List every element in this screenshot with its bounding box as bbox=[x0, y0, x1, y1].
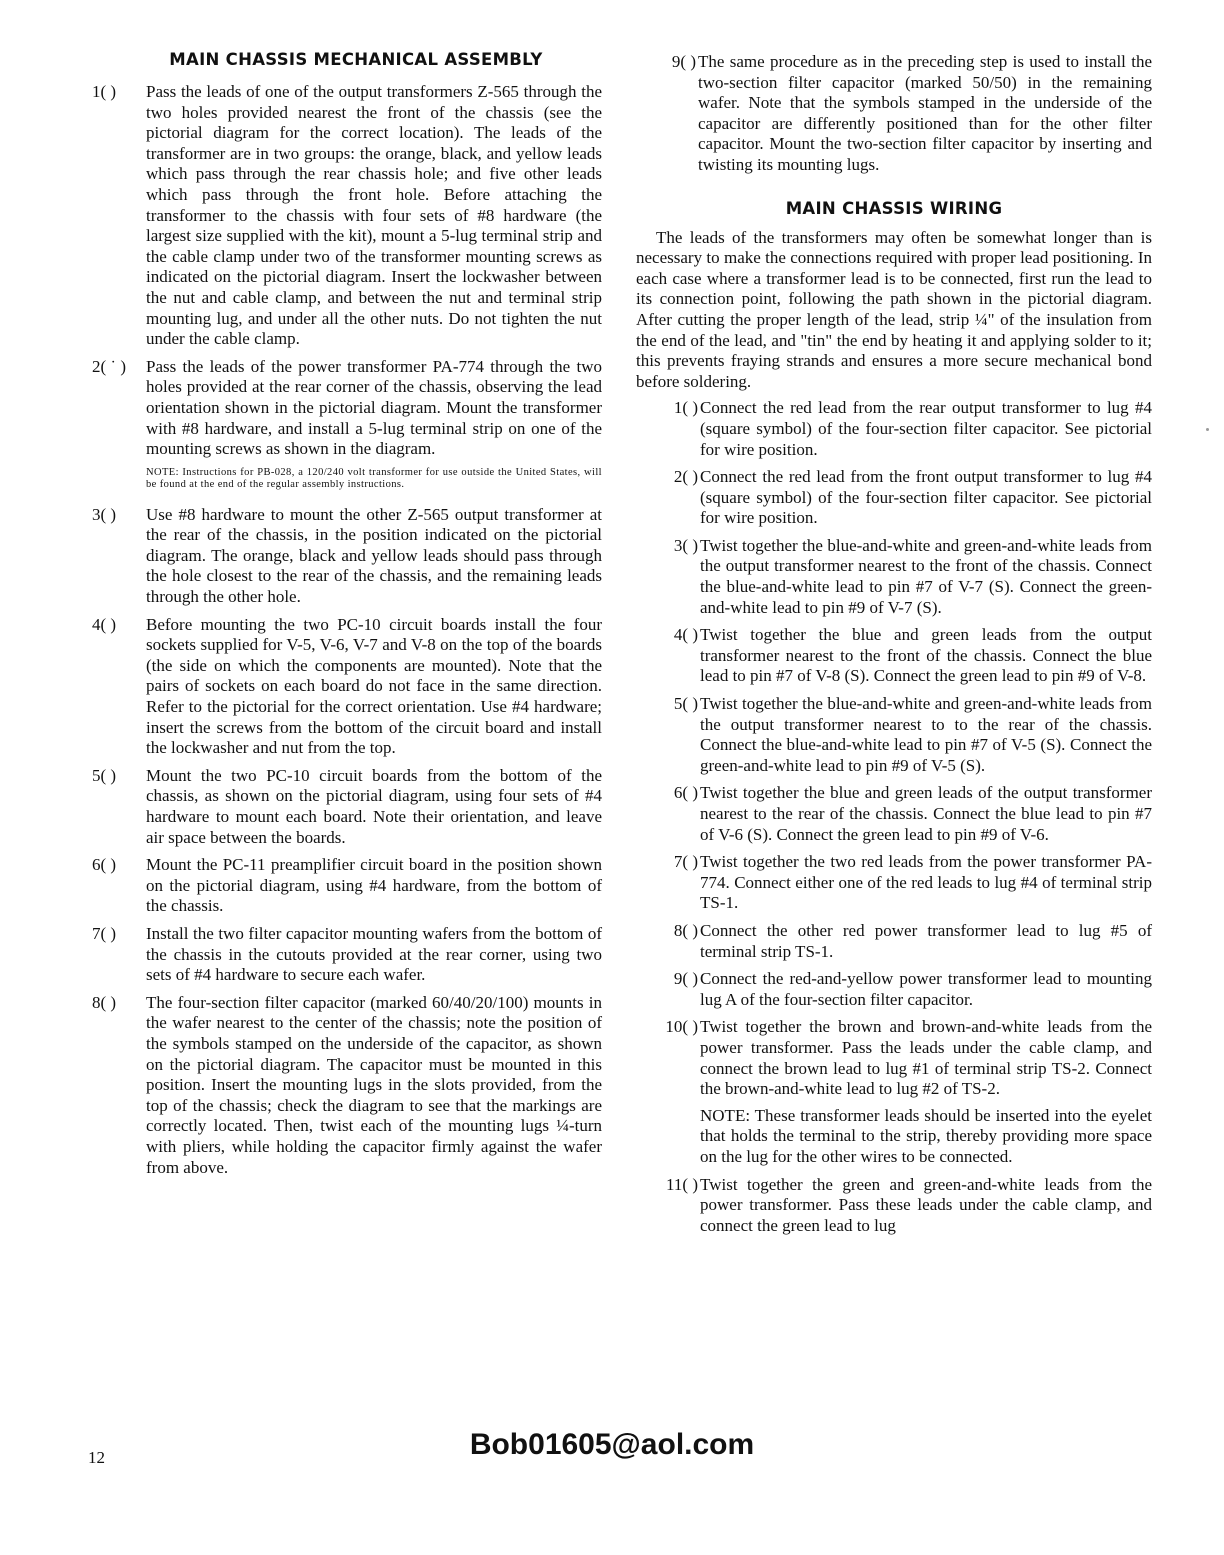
step-checkbox-number[interactable]: 3( ) bbox=[673, 535, 698, 555]
step-checkbox-number[interactable]: 7( ) bbox=[673, 852, 698, 872]
wiring-step bbox=[636, 1017, 1152, 1167]
assembly-step bbox=[92, 855, 602, 917]
step-text: Twist together the brown and brown-and-white leads from the power transformer. Pass the leads under the cable clamp, and connect the brown lead to lug #1 of terminal strip TS-2. Connect the brown-and-white lead to lug #2 of TS-2. bbox=[700, 1017, 1152, 1099]
step-text: Connect the red lead from the front output transformer to lug #4 (square symbol) of the four-section filter capacitor. See pictorial for wire position. bbox=[700, 467, 1152, 528]
step-checkbox-number[interactable]: 2( ˙ ) bbox=[92, 356, 126, 376]
assembly-step bbox=[636, 52, 1152, 176]
step-text: Before mounting the two PC-10 circuit boards install the four sockets supplied for V-5, V-6, V-7 and V-8 on the top of the boards (the side on which the components are mounted). Note that the pairs of sockets on each board do not face in the same direction. Refer to the pictorial for the correct orientation. Use #4 hardware; insert the screws from the bottom of the circuit board and install the lockwasher and nut from the top. bbox=[146, 614, 602, 758]
wiring-step bbox=[636, 852, 1152, 914]
step-text: Pass the leads of one of the output transformers Z-565 through the two holes provided nearest the front of the chassis (see the pictorial diagram for the correct location). The leads of the transformer are in two groups: the orange, black, and yellow leads which pass through the rear chassis hole; and five other leads which pass through the front hole. Before attaching the transformer to the chassis with four sets of #8 hardware (the largest size supplied with the kit), mount a 5-lug terminal strip and the cable clamp under two of the transformer mounting screws as indicated on the pictorial diagram. Insert the lockwasher between the nut and cable clamp, and between the nut and terminal strip mounting lug, and under all the other nuts. Do not tighten the nut under the cable clamp. bbox=[146, 82, 602, 349]
left-column bbox=[92, 50, 602, 1185]
wiring-step bbox=[636, 625, 1152, 687]
wiring-step bbox=[636, 536, 1152, 618]
step-checkbox-number[interactable]: 5( ) bbox=[673, 694, 698, 714]
step-checkbox-number[interactable]: 1( ) bbox=[673, 398, 698, 418]
step-text: Connect the other red power transformer lead to lug #5 of terminal strip TS-1. bbox=[700, 920, 1152, 961]
step-text: Twist together the blue and green leads from the output transformer nearest to the front of the chassis. Connect the blue lead to pin #7 of V-8 (S). Connect the green lead to pin #9 of V-8. bbox=[700, 625, 1152, 686]
step-checkbox-number[interactable]: 4( ) bbox=[92, 614, 117, 634]
step-text: Install the two filter capacitor mounting wafers from the bottom of the chassis in the cutouts provided at the rear corner, using two sets of #4 hardware to secure each wafer. bbox=[146, 923, 602, 985]
step-text: Twist together the blue and green leads of the output transformer nearest to the rear of the chassis. Connect the blue lead to pin #7 of V-6 (S). Connect the green lead to pin #9 of V-6. bbox=[700, 783, 1152, 844]
step-checkbox-number[interactable]: 3( ) bbox=[92, 504, 117, 524]
assembly-step bbox=[92, 993, 602, 1178]
step-text: Mount the PC-11 preamplifier circuit board in the position shown on the pictorial diagram, using #4 hardware, from the bottom of the chassis. bbox=[146, 855, 602, 916]
step-checkbox-number[interactable]: 6( ) bbox=[92, 855, 117, 875]
step-text: Twist together the blue-and-white and green-and-white leads from the output transformer nearest to to the rear of the chassis. Connect the blue-and-white lead to pin #7 of V-5 (S). Connect the green-and-white lead to pin #9 of V-5 (S). bbox=[700, 694, 1152, 775]
step-text: Twist together the blue-and-white and green-and-white leads from the output transformer nearest to the front of the chassis. Connect the blue-and-white lead to pin #7 of V-7 (S). Connect the green-and-white lead to pin #9 of V-7 (S). bbox=[700, 535, 1152, 617]
step-checkbox-number[interactable]: 1( ) bbox=[92, 82, 117, 101]
step-checkbox-number[interactable]: 6( ) bbox=[673, 783, 698, 803]
step-text: The same procedure as in the preceding step is used to install the two-section filter capacitor (marked 50/50) in the remaining wafer. Note that the symbols stamped in the underside of the capacitor are differently positioned than for the other filter capacitor. Mount the two-section filter capacitor by inserting and twisting its mounting lugs. bbox=[698, 52, 1152, 174]
scan-speck bbox=[1206, 428, 1209, 431]
step-checkbox-number[interactable]: 4( ) bbox=[673, 625, 698, 645]
assembly-step bbox=[92, 615, 602, 759]
wiring-step bbox=[636, 467, 1152, 529]
transformer-note: NOTE: Instructions for PB-028, a 120/240 volt transformer for use outside the United States, will be found at the end of the regular assembly instructions. bbox=[146, 466, 602, 490]
assembly-step bbox=[92, 766, 602, 848]
step-text: Twist together the green and green-and-white leads from the power transformer. Pass these leads under the cable clamp, and connect the green lead to lug bbox=[700, 1174, 1152, 1235]
step-text: Connect the red lead from the rear output transformer to lug #4 (square symbol) of the four-section filter capacitor. See pictorial for wire position. bbox=[700, 398, 1152, 459]
step-checkbox-number[interactable]: 9( ) bbox=[671, 52, 696, 71]
step-text: Twist together the two red leads from the power transformer PA-774. Connect either one of the red leads to lug #4 of terminal strip TS-1. bbox=[700, 852, 1152, 913]
wiring-step bbox=[636, 969, 1152, 1010]
section-heading-mechanical-assembly: MAIN CHASSIS MECHANICAL ASSEMBLY bbox=[169, 50, 543, 69]
wiring-step bbox=[636, 921, 1152, 962]
step-checkbox-number[interactable]: 5( ) bbox=[92, 765, 117, 785]
step-checkbox-number[interactable]: 2( ) bbox=[673, 467, 698, 487]
step-checkbox-number[interactable]: 9( ) bbox=[673, 969, 698, 989]
right-column bbox=[636, 50, 1152, 1243]
page-number: 12 bbox=[88, 1448, 105, 1467]
step-text: Mount the two PC-10 circuit boards from the bottom of the chassis, as shown on the pictorial diagram, using four sets of #4 hardware to mount each board. Note their orientation, and leave air space between the boards. bbox=[146, 765, 602, 847]
step-text: Pass the leads of the power transformer PA-774 through the two holes provided at the rear corner of the chassis, observing the lead orientation shown in the pictorial diagram. Mount the transformer with #8 hardware, and install a 5-lug terminal strip on one of the mounting screws as shown in the diagram. bbox=[146, 356, 602, 459]
step-checkbox-number[interactable]: 7( ) bbox=[92, 923, 117, 943]
wiring-step bbox=[636, 1175, 1152, 1237]
step-checkbox-number[interactable]: 8( ) bbox=[673, 920, 698, 940]
wiring-step bbox=[636, 783, 1152, 845]
step-checkbox-number[interactable]: 8( ) bbox=[92, 992, 117, 1012]
step-text: The four-section filter capacitor (marked 60/40/20/100) mounts in the wafer nearest to the center of the chassis; note the position of the symbols stamped on the underside of the capacitor, as shown on the pictorial diagram. The capacitor must be mounted in this position. Insert the mounting lugs in the slots provided, from the top of the chassis; check the diagram to see that the markings are correctly located. Then, twist each of the mounting lugs ¼-turn with pliers, while holding the capacitor firmly against the wafer from above. bbox=[146, 992, 602, 1177]
step-text: Use #8 hardware to mount the other Z-565 output transformer at the rear of the chassis, in the position indicated on the pictorial diagram. The orange, black and yellow leads should pass through the hole closest to the rear of the chassis, and the remaining leads through the other hole. bbox=[146, 504, 602, 607]
assembly-step bbox=[92, 924, 602, 986]
step-text: Connect the red-and-yellow power transformer lead to mounting lug A of the four-section filter capacitor. bbox=[700, 969, 1152, 1009]
wiring-step bbox=[636, 694, 1152, 776]
step-checkbox-number[interactable]: 10( ) bbox=[665, 1017, 698, 1037]
contact-email: Bob01605@aol.com bbox=[469, 1428, 755, 1461]
step-text-with-note bbox=[700, 1017, 1152, 1167]
eyelet-note: NOTE: These transformer leads should be inserted into the eyelet that holds the terminal to the strip, thereby providing more space on the lug for the other wires to be connected. bbox=[700, 1105, 1152, 1166]
section-heading-wiring: MAIN CHASSIS WIRING bbox=[785, 198, 1003, 218]
assembly-step bbox=[92, 357, 602, 460]
step-checkbox-number[interactable]: 11( ) bbox=[666, 1174, 698, 1194]
wiring-step bbox=[636, 398, 1152, 460]
assembly-step bbox=[92, 505, 602, 608]
assembly-step bbox=[92, 82, 602, 350]
wiring-intro-paragraph: The leads of the transformers may often be somewhat longer than is necessary to make the connections required with proper lead positioning. In each case where a transformer lead is to be connected, first run the lead to its connection point, following the path shown in the pictorial diagram. After cutting the proper length of the lead, strip ¼" of the insulation from the end of the lead, and "tin" the end by heating it and applying solder to it; this prevents fraying strands and ensures a more secure mechanical bond before soldering. bbox=[636, 227, 1152, 391]
